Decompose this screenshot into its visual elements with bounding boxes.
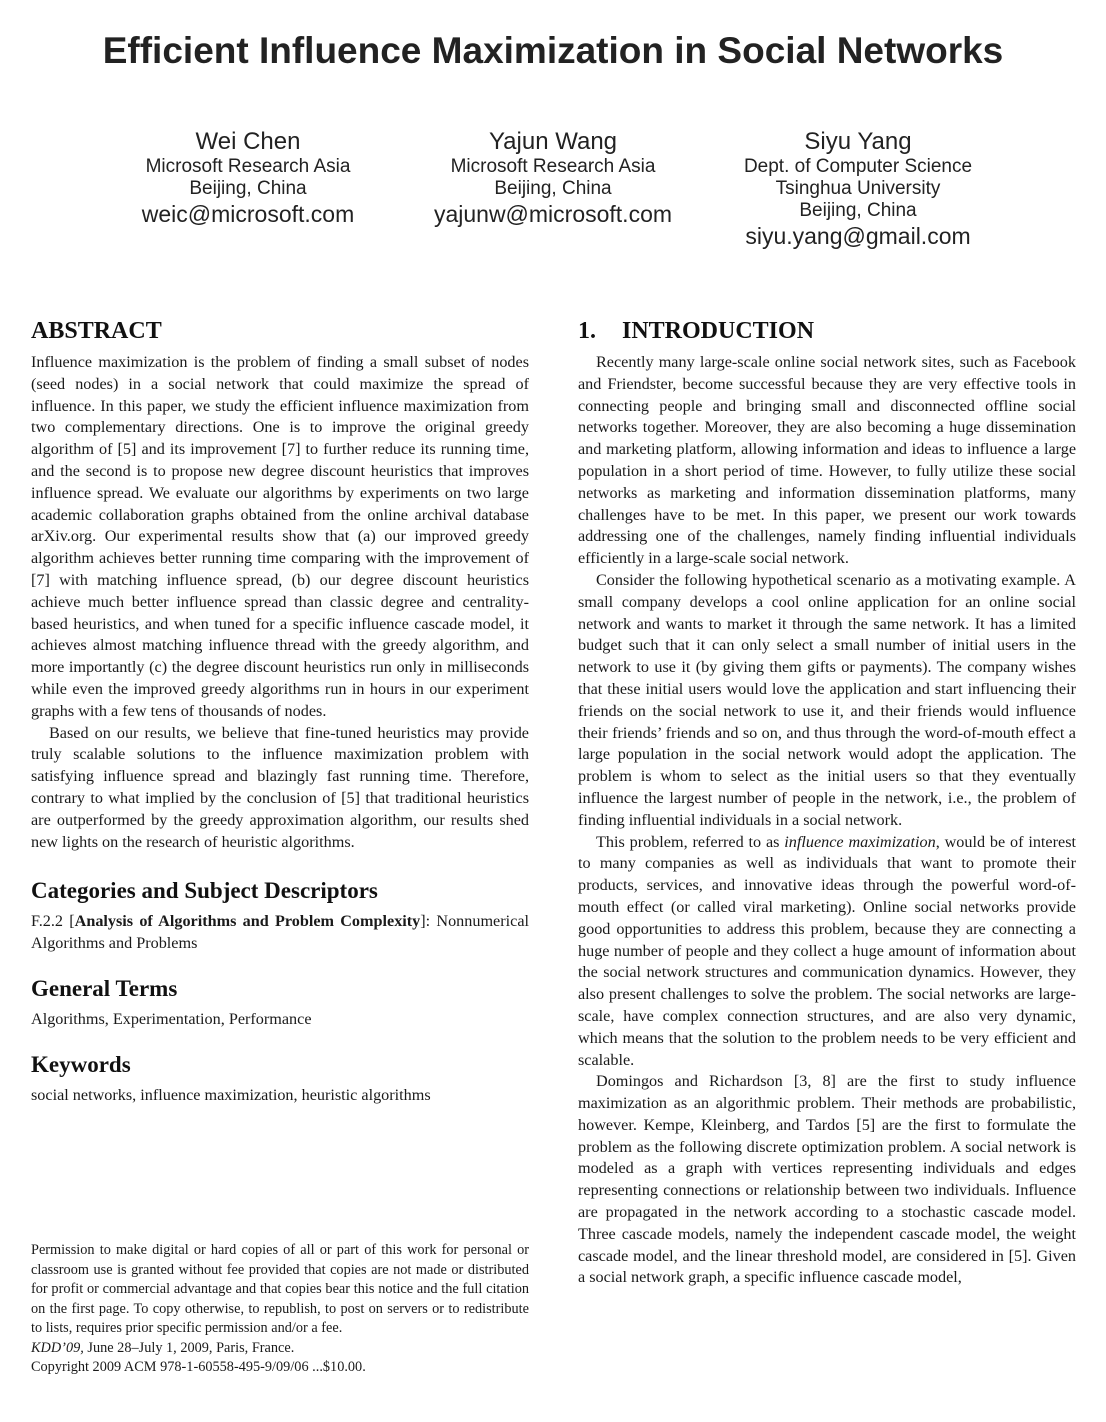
category-rest: ]: Nonnumerical Algorithms and Problems	[31, 912, 529, 953]
author-university: Tsinghua University	[775, 178, 941, 199]
author-name: Wei Chen	[195, 128, 301, 155]
venue-name: KDD’09,	[31, 1339, 84, 1356]
left-column	[31, 316, 529, 1107]
keywords-text: social networks, influence maximization, heuristic algorithms	[31, 1085, 431, 1104]
category-name: Analysis of Algorithms and Problem Complexity	[74, 912, 421, 931]
abstract-paragraph-1: Influence maximization is the problem of finding a small subset of nodes (seed nodes) in a social network that could maximize the spread of influence. In this paper, we study the efficient influence maximization from two complementary directions. One is to improve the original greedy algorithm of [5] and its improvement [7] to further reduce its running time, and the second is to propose new degree discount heuristics that improves influence spread. We evaluate our algorithms by experiments on two large academic collaboration graphs obtained from the online archival database arXiv.org. Our experimental results show that (a) our improved greedy algorithm achieves better running time comparing with the improvement of [7] with matching influence spread, (b) our degree discount heuristics achieve much better influence spread than classic degree and centrality-based heuristics, and when tuned for a specific influence cascade model, it achieves almost matching influence thread with the greedy algorithm, and more importantly (c) the degree discount heuristics run only in milliseconds while even the improved greedy algorithms run in hours in our experiment graphs with a few tens of thousands of nodes.	[31, 353, 529, 720]
author-block-1	[88, 128, 408, 228]
copyright-line: Copyright 2009 ACM 978-1-60558-495-9/09/06 ...$10.00.	[31, 1359, 366, 1375]
author-email: yajunw@microsoft.com	[433, 201, 673, 227]
author-location: Beijing, China	[494, 178, 612, 199]
author-block-3	[698, 128, 1018, 250]
abstract-paragraph-2: Based on our results, we believe that fine-tuned heuristics may provide truly scalable solutions to the influence maximization problem with satisfying influence spread and blazingly fast running time. Therefore, contrary to what implied by the conclusion of [5] that traditional heuristics are outperformed by the greedy approximation algorithm, our results shed new lights on the research of heuristic algorithms.	[31, 723, 529, 851]
general-terms-text: Algorithms, Experimentation, Performance	[31, 1009, 312, 1028]
author-affiliation: Dept. of Computer Science	[743, 156, 973, 177]
copyright-footnote	[31, 1241, 529, 1378]
intro-paragraph-2: Consider the following hypothetical scenario as a motivating example. A small company develops a cool online application for an online social network and wants to market it through the same network. It has a limited budget such that it can only select a small number of initial users in the network to use it (by giving them gifts or payments). The company wishes that these initial users would love the application and start influencing their friends on the social network to use it, and their friends would influence their friends’ friends and so on, and thus through the word-of-mouth effect a large population in the social network would adopt the application. The problem is whom to select as the initial users so that they eventually influence the largest number of people in the network, i.e., the problem of finding influential individuals in a social network.	[578, 570, 1076, 829]
author-email: siyu.yang@gmail.com	[745, 223, 971, 249]
author-location: Beijing, China	[799, 200, 917, 221]
intro-p3-rest: , would be of interest to many companies as well as individuals that want to promote their products, services, and innovative ideas through the powerful word-of-mouth effect (or called viral marketing). Online social networks provide good opportunities to address this problem, because they are connecting a huge number of people and they collect a huge amount of information about the social network structures and communication dynamics. However, they also present challenges to solve the problem. The social networks are large-scale, have complex connection structures, and are also very dynamic, which means that the solution to the problem needs to be very efficient and scalable.	[578, 832, 1076, 1069]
intro-paragraph-1: Recently many large-scale online social network sites, such as Facebook and Friendster, become successful because they are very effective tools in connecting people and bringing small and disconnected offline social networks together. Moreover, they are also becoming a huge dissemination and marketing platform, allowing information and ideas to influence a large population in a short period of time. However, to fully utilize these social networks as marketing and information dissemination platforms, many challenges have to be met. In this paper, we present our work towards addressing one of the challenges, namely finding influential individuals efficiently in a large-scale social network.	[578, 353, 1076, 568]
keywords-heading: Keywords	[31, 1051, 131, 1077]
category-code: F.2.2 [	[31, 912, 75, 931]
author-affiliation: Microsoft Research Asia	[145, 156, 351, 177]
right-column	[578, 316, 1076, 1289]
paper-title: Efficient Influence Maximization in Social Networks	[102, 30, 1004, 71]
section-number: 1.	[578, 318, 596, 344]
venue-line	[31, 1339, 529, 1359]
permission-notice: Permission to make digital or hard copies of all or part of this work for personal or classroom use is granted without fee provided that copies are not made or distributed for profit or commercial advantage and that copies bear this notice and the full citation on the first page. To copy otherwise, to republish, to post on servers or to redistribute to lists, requires prior specific permission and/or a fee.	[31, 1242, 529, 1336]
abstract-heading: ABSTRACT	[31, 318, 162, 344]
author-name: Yajun Wang	[488, 128, 618, 155]
intro-p3-start: This problem, referred to as	[596, 832, 785, 851]
author-email: weic@microsoft.com	[141, 201, 355, 227]
intro-p3-term: influence maximization	[784, 832, 936, 851]
categories-text	[31, 911, 529, 955]
introduction-heading	[578, 316, 1076, 346]
categories-heading: Categories and Subject Descriptors	[31, 878, 378, 904]
venue-details: June 28–July 1, 2009, Paris, France.	[83, 1339, 295, 1356]
intro-paragraph-3	[578, 832, 1076, 1072]
author-block-2	[393, 128, 713, 228]
author-location: Beijing, China	[189, 178, 307, 199]
author-affiliation: Microsoft Research Asia	[450, 156, 656, 177]
author-name: Siyu Yang	[804, 128, 912, 155]
section-title: INTRODUCTION	[622, 318, 815, 344]
intro-paragraph-4: Domingos and Richardson [3, 8] are the first to study influence maximization as an algorithmic problem. Their methods are probabilistic, however. Kempe, Kleinberg, and Tardos [5] are the first to formulate the problem as the following discrete optimization problem. A social network is modeled as a graph with vertices representing individuals and edges representing connections or relationship between two individuals. Influence are propagated in the network according to a stochastic cascade model. Three cascade models, namely the independent cascade model, the weight cascade model, and the linear threshold model, are considered in [5]. Given a social network graph, a specific influence cascade model,	[578, 1072, 1076, 1287]
general-terms-heading: General Terms	[31, 975, 178, 1001]
